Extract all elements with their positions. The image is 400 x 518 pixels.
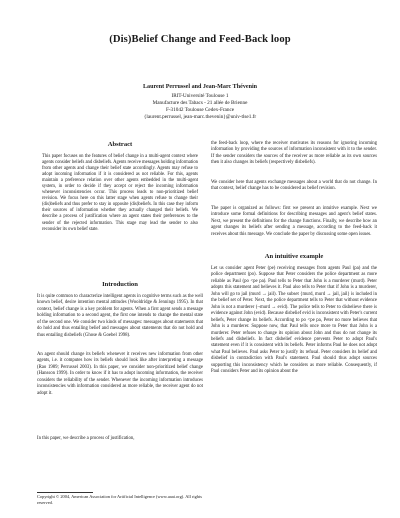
copyright-footnote: Copyright © 2004, American Association for Artificial Intelligence (www.aaai.org). All rights reserved. [37, 494, 202, 505]
author-affiliation [0, 93, 400, 121]
affiliation-line: Manufacture des Tabacs - 21 allée de Brienne [152, 100, 248, 106]
abstract-text: This paper focuses on the features of belief change in a multi-agent context where agents consider beliefs and disbeliefs. Agents receive messages holding information from other agents and change their belief state accordingly. Agents may refuse to adopt incoming information if it is considered as not reliable. For this, agents maintain a preference relation over other agents embedded in the multi-agent system, in order to decide if they accept or reject the incoming information whenever inconsistencies occur. This process leads to non-prioritized belief revision. We focus here on this latter stage when agents refuse to change their (dis)beliefs and thus prefer to stay in opposite (dis)beliefs. In this case they inform their sources of information whether they actually changed their beliefs. We describe a process of justification where an agent states their preferences to the sender of the rejected information. This stage may lead the sender to also reconsider its own belief state. [42, 154, 198, 232]
affiliation-line: IRIT-Université Toulouse 1 [171, 93, 229, 99]
example-paragraph: Let us consider agent Peter (pe) receiving messages from agents Paul (pa) and the police department (po). Suppose that Peter considers the police department as more reliable as Paul (po <pe pa). Paul tells to Peter that John is a murderer (murd). Peter adopts this statement and believes it. Paul also tells to Peter that if John is a murderer, John will go to jail (murd → jail). The subset {murd, murd → jail, jail} is included in the belief set of Peter. Next, the police department tells to Peter that without evidence John is not a murderer (¬murd → evid). The police tells to Peter to disbelieve there is evidence against John (evid). Because disbelief evid is inconsistent with Peter's current beliefs, Peter change its beliefs. According to po <pe pa, Peter no more believes that John is a murderer. Suppose now, that Paul tells once more to Peter that John is a murderer. Peter refuses to change its opinion about John and thus do not change its beliefs and disbeliefs. In fact disbelief evidence prevents Peter to adopt Paul's statement even if it is consistent with its beliefs. Peter informs Paul he does not adopt what Paul believes. Paul asks Peter to justify its refusal. Peter considers its belief and disbelief in contradiction with Paul's statement. Paul should thus adopt sources supporting this inconsistency which he considers as more reliable. Consequently, if Paul considers Peter and its opinion about the [211, 266, 377, 375]
paper-title: (Dis)Belief Change and Feed-Back loop [109, 34, 291, 45]
introduction-paragraph-3: In this paper, we describe a process of justification, [37, 436, 135, 441]
author-emails: {laurent.perrussel, jean-marc.thevenin}@univ-tlse1.fr [143, 114, 257, 120]
paper-authors: Laurent Perrussel and Jean-Marc Thévenin [142, 84, 258, 90]
abstract-heading: Abstract [107, 141, 133, 148]
example-heading: An intuitive example [264, 253, 324, 260]
introduction-paragraph-2: An agent should change its beliefs whenever it receives new information from other agents, i.e. it computes how its beliefs should look like after interpreting a message (Rao 1989; Perrussel 2003). In this paper, we consider non-prioritized belief change (Hansson 1999). In order to know if it has to adopt incoming information, the receiver considers the reliability of the sender. Whenever the incoming information introduces inconsistencies with information considered as more reliable, the receiver agent do not adopt it. [37, 352, 203, 396]
introduction-paragraph-1: It is quite common to characterize intelligent agents in cognitive terms such as the well known belief, desire intention mental attitudes (Wooldridge & Jennings 1995). In that context, belief change is a key problem for agents. When a first agent sends a message holding information to a second agent, the first one intends to change the mental state of the second one. We consider two kinds of messages: messages about statements that do hold and thus entailing belief and messages about statements that do not hold and thus entailing disbeliefs (Ghose & Goebel 1998). [37, 294, 203, 338]
footnote-rule [37, 492, 93, 493]
right-paragraph-3: The paper is organized as follows: first we present an intuitive example. Next we introduce some formal definitions for describing messages and agent's belief states. Next, we present the definitions for the change functions. Finally, we describe how an agent changes its beliefs after sending a message, according to the feed-back it receives about this message. We conclude the paper by discussing some open issues. [211, 206, 377, 237]
affiliation-line: F-31042 Toulouse Cedex-France [165, 107, 235, 113]
right-paragraph-2: We consider here that agents exchange messages about a world that do not change. In that context, belief change has to be considered as belief revision. [211, 180, 377, 192]
introduction-heading: Introduction [102, 281, 138, 288]
right-paragraph-1: the feed-back loop, where the receiver motivates its reasons for ignoring incoming information by providing the sources of information inconsistent with it to the sender. If the sender considers the sources of the receiver as more reliable as its own sources then it also changes its beliefs (respectively disbeliefs). [211, 141, 377, 166]
